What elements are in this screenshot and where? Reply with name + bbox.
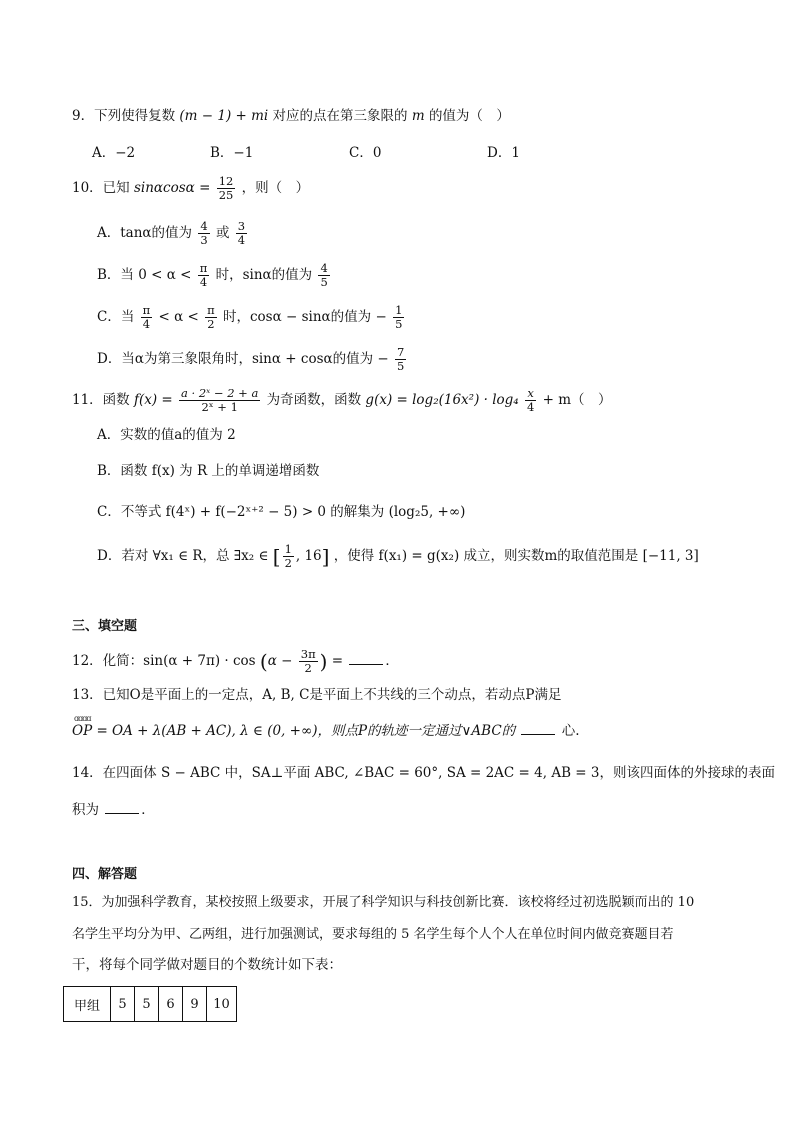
q10-c-frac1: [141, 304, 153, 331]
q13-line2: [72, 721, 580, 741]
q11-d-bracket-close: ]: [321, 544, 330, 569]
table-row: [64, 987, 237, 1022]
q13-answer-blank[interactable]: [521, 722, 555, 735]
section-3-heading: 三、填空题: [72, 619, 138, 634]
q11-f-frac-den: 2ˣ + 1: [201, 400, 238, 414]
q14-period: ．: [141, 802, 155, 818]
q11-d-bracket-open: [: [272, 544, 281, 569]
table-cell: 10: [207, 987, 237, 1022]
q10-c-frac3-num: 1: [395, 303, 403, 317]
q10-stem-end: ，则（ ）: [241, 180, 310, 196]
q11-d-frac-den: 2: [284, 556, 292, 570]
q10-a-frac2-den: 4: [237, 233, 246, 247]
q12-paren-close: ): [319, 649, 328, 674]
q12-period: ．: [385, 653, 399, 669]
q9-stem: [72, 106, 510, 126]
q10-b-frac2: [318, 262, 329, 289]
q10-b-frac1: [198, 262, 210, 289]
q12-inner: α −: [267, 653, 293, 669]
q10-c-mid2: 时，cosα − sinα的值为 −: [222, 309, 387, 325]
q10-a-frac2: [236, 220, 247, 247]
q15-line2: 名学生平均分为甲、乙两组，进行加强测试，要求每组的 5 名学生每个人个人在单位时间内做竞赛题目若: [72, 927, 674, 942]
q11-fx: f(x) =: [133, 392, 173, 408]
q11-f-frac: [179, 387, 260, 414]
q10-d-frac-den: 5: [397, 359, 405, 373]
q11-gx: g(x) = log₂(16x²) · log₄: [365, 392, 519, 408]
q9-stem-prefix: 9．下列使得复数: [72, 108, 176, 124]
q10-fraction-num: 12: [218, 174, 234, 188]
q10-b-text: B．当 0 < α <: [97, 267, 192, 283]
q11-g-frac-den: 4: [527, 400, 535, 414]
q12-stem: [72, 648, 399, 675]
q12-stem-prefix: 12．化简：sin(α + 7π) · cos: [72, 653, 256, 669]
q10-b-frac2-num: 4: [320, 261, 328, 275]
q13-end: 心.: [561, 723, 580, 739]
q14-answer-blank[interactable]: [105, 801, 139, 814]
q13-expression: OP = OA + λ(AB + AC), λ ∈ (0, +∞)，则点P的轨迹一定通过∨ABC的: [72, 723, 516, 739]
q11-d-mid: , 16: [295, 548, 322, 564]
q12-frac: [299, 648, 318, 675]
q10-d-text: D．当α为第三象限角时，sinα + cosα的值为 −: [97, 351, 389, 367]
q13-vector-marks: ɑɑɑɑ: [74, 714, 91, 723]
q10-c-frac3: [393, 304, 404, 331]
q10-c-mid1: < α <: [158, 309, 199, 325]
q10-option-d: [97, 346, 408, 373]
q11-option-d: [97, 543, 699, 570]
q12-frac-num: 3π: [300, 647, 316, 661]
q10-stem: [72, 175, 309, 202]
q9-option-b: B．−1: [210, 145, 254, 161]
q10-a-frac1-num: 4: [200, 219, 208, 233]
q14-line1: 14．在四面体 S − ABC 中，SA⊥平面 ABC, ∠BAC = 60°, SA = 2AC = 4, AB = 3，则该四面体的外接球的表面: [72, 765, 775, 781]
q10-fraction: [217, 175, 236, 202]
table-cell: 6: [159, 987, 183, 1022]
q10-c-text: C．当: [97, 309, 135, 325]
q10-c-frac2: [205, 304, 217, 331]
q11-d-suffix: ，使得 f(x₁) = g(x₂) 成立，则实数m的取值范围是 [−11, 3]: [333, 548, 699, 564]
q13-line1: 13．已知O是平面上的一定点，A, B, C是平面上不共线的三个动点，若动点P满足: [72, 687, 562, 703]
q11-stem: [72, 387, 612, 414]
q15-line1: 15．为加强科学教育，某校按照上级要求，开展了科学知识与科技创新比赛．该校将经过初选脱颖而出的 10: [72, 895, 695, 910]
q10-b-frac2-den: 5: [320, 275, 328, 289]
q9-variable: m: [411, 108, 425, 124]
q10-option-c: [97, 304, 406, 331]
q10-b-frac1-num: π: [199, 261, 208, 275]
q10-c-frac2-den: 2: [207, 317, 215, 331]
q11-option-b: B．函数 f(x) 为 R 上的单调递增函数: [97, 463, 320, 479]
table-cell: 5: [135, 987, 159, 1022]
table-row-label: 甲组: [64, 987, 111, 1022]
q9-option-d: D．1: [487, 145, 520, 161]
q10-d-frac: [395, 346, 406, 373]
q14-line2: [72, 800, 155, 820]
q11-g-frac: [525, 387, 536, 414]
q11-stem-prefix: 11．函数: [72, 392, 130, 408]
table-cell: 9: [183, 987, 207, 1022]
q12-answer-blank[interactable]: [349, 652, 383, 665]
q11-f-frac-num: a · 2ˣ − 2 + a: [181, 386, 259, 400]
q11-stem-mid: 为奇函数，函数: [266, 392, 362, 408]
q10-option-b: [97, 262, 332, 289]
q10-d-frac-num: 7: [397, 345, 405, 359]
q10-c-frac2-num: π: [207, 303, 215, 317]
q14-line2-text: 积为: [72, 802, 99, 818]
q12-frac-den: 2: [304, 661, 312, 675]
q9-option-a: A．−2: [92, 145, 136, 161]
q11-g-frac-num: x: [527, 386, 534, 400]
q9-stem-middle: 对应的点在第三象限的: [272, 108, 408, 124]
q10-a-frac2-num: 3: [237, 219, 246, 233]
q11-option-a: A．实数的值a的值为 2: [97, 427, 236, 443]
q10-a-text: A．tanα的值为: [97, 225, 193, 241]
q10-b-mid: 时，sinα的值为: [215, 267, 313, 283]
q11-stem-end: + m（ ）: [542, 392, 612, 408]
q11-d-prefix: D．若对 ∀x₁ ∈ R，总 ∃x₂ ∈: [97, 548, 269, 564]
q15-line3: 干，将每个同学做对题目的个数统计如下表：: [72, 957, 342, 973]
q10-fraction-den: 25: [218, 188, 234, 202]
q10-c-frac1-den: 4: [142, 317, 151, 331]
q11-option-c: C．不等式 f(4ˣ) + f(−2ˣ⁺² − 5) > 0 的解集为 (log₂5, +∞): [97, 504, 466, 520]
q10-stem-prefix: 10．已知: [72, 180, 130, 196]
q10-c-frac1-num: π: [142, 303, 151, 317]
q12-equals: =: [331, 653, 344, 669]
q9-stem-end: 的值为（ ）: [428, 108, 510, 124]
q9-option-c: C．0: [349, 145, 382, 161]
q10-a-frac1: [198, 220, 209, 247]
q10-a-frac1-den: 3: [200, 233, 208, 247]
q9-expression: (m − 1) + mi: [179, 108, 269, 124]
q10-option-a: [97, 220, 249, 247]
q10-c-frac3-den: 5: [395, 317, 403, 331]
q10-expression: sinαcosα =: [133, 180, 211, 196]
q10-a-mid: 或: [215, 225, 230, 241]
q11-d-frac: [283, 543, 294, 570]
q12-paren-open: (: [259, 649, 268, 674]
q10-b-frac1-den: 4: [199, 275, 208, 289]
q15-score-table: [63, 986, 237, 1022]
section-4-heading: 四、解答题: [72, 867, 138, 882]
q11-d-frac-num: 1: [284, 542, 292, 556]
table-cell: 5: [111, 987, 135, 1022]
